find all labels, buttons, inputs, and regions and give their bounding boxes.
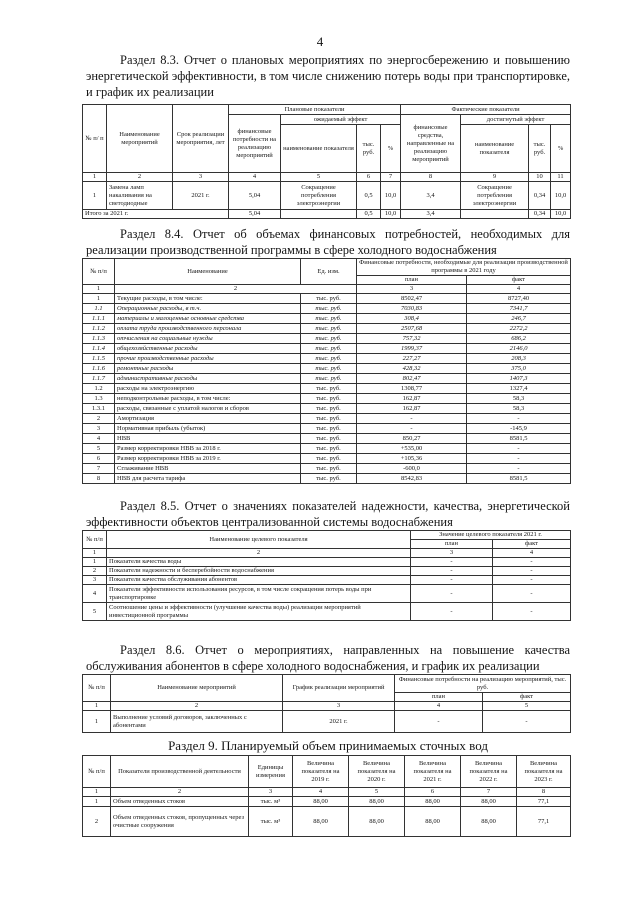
header-actual: Фактические показатели — [401, 105, 571, 115]
section-8-6-title: Раздел 8.6. Отчет о мероприятиях, направленных на повышение качества обслуживания абонентов в сфере холодного водоснабжения, и график их реализации — [86, 643, 570, 673]
section-8-5-table — [82, 530, 571, 621]
section-8-3-title: Раздел 8.3. Отчет о плановых мероприятиях по энергосбережению и повышению энергетической эффективности, в том числе снижению потерь воды при транспортировке, и график их реализации — [86, 53, 570, 99]
header-2019: Величина показателя на 2019 г. — [293, 756, 349, 788]
table-row: 1.3 неподконтрольные расходы, в том числе: тыс. руб. 162,87 58,3 — [83, 394, 571, 404]
col-number: 6 — [357, 173, 381, 182]
header-name: Наименование целевого показателя — [107, 531, 411, 549]
col-number: 5 — [281, 173, 357, 182]
col-number: 2 — [107, 173, 173, 182]
header-plan: план — [395, 693, 483, 702]
table-row: 7 Сглаживание НВВ тыс. руб. -600,0 - — [83, 464, 571, 474]
section-8-4-table — [82, 258, 571, 484]
col-number: 11 — [551, 173, 571, 182]
table-row: 1 Выполнение условий договоров, заключенных с абонентами 2021 г. - - — [83, 711, 571, 733]
table-row: 3 Показатели качества обслуживания абонентов - - — [83, 576, 571, 585]
table-row: 1 Объем отведенных стоков тыс. м³ 88,00 88,00 88,00 88,00 77,1 — [83, 797, 571, 807]
column-numbers-row: 1 2 3 4 5 6 7 8 — [83, 788, 571, 797]
table-row: 6 Размер корректировки НВВ за 2019 г. тыс. руб. +105,36 - — [83, 454, 571, 464]
table-row: 1.1.3 отчисления на социальные нужды тыс. руб. 757,32 686,2 — [83, 334, 571, 344]
col-number: 8 — [401, 173, 461, 182]
header-needs: Финансовые потребности, необходимые для реализации производственной программы в 2021 году — [357, 259, 571, 276]
section-8-5-title: Раздел 8.5. Отчет о значениях показателей надежности, качества, энергетической эффективности объектов централизованной системы водоснабжения — [86, 499, 570, 529]
section-8-3-table — [82, 104, 571, 219]
col-number: 10 — [529, 173, 551, 182]
col-number: 7 — [381, 173, 401, 182]
header-fact: факт — [493, 540, 571, 549]
table-row: 1.1.6 ремонтные расходы тыс. руб. 428,32 375,0 — [83, 364, 571, 374]
header-tys-plan: тыс. руб. — [357, 125, 381, 173]
section-8-4-title: Раздел 8.4. Отчет об объемах финансовых потребностей, необходимых для реализации производственной программы в сфере холодного водоснабжения — [86, 227, 570, 257]
table-row: 1.1 Операционные расходы, в т.ч. тыс. руб. 7030,83 7341,7 — [83, 304, 571, 314]
table-row: 1 Показатели качества воды - - — [83, 558, 571, 567]
header-num: № п/п — [83, 675, 111, 702]
table-row: 2 Показатели надежности и бесперебойности водоснабжения - - — [83, 567, 571, 576]
header-term: Срок реализации мероприятия, лет — [173, 105, 229, 173]
table-row: 3 Нормативная прибыль (убыток) тыс. руб. - -145,9 — [83, 424, 571, 434]
header-2022: Величина показателя на 2022 г. — [461, 756, 517, 788]
header-2023: Величина показателя на 2023 г. — [517, 756, 571, 788]
table-row: 1.3.1 расходы, связанные с уплатой налогов и сборов тыс. руб. 162,87 58,3 — [83, 404, 571, 414]
total-row: Итого за 2021 г. 5,04 0,5 10,0 3,4 0,34 10,0 — [83, 210, 571, 219]
table-row: 4 Показатели эффективности использования ресурсов, в том числе сокращения потерь воды при транспортировке - - — [83, 585, 571, 603]
table-row: 1.2 расходы на электроэнергию тыс. руб. 1308,77 1327,4 — [83, 384, 571, 394]
table-row: 5 Размер корректировки НВВ за 2018 г. тыс. руб. +535,00 - — [83, 444, 571, 454]
header-fact: факт — [467, 276, 571, 285]
header-name: Наименование мероприятий — [111, 675, 283, 702]
column-numbers-row: 1 2 3 4 — [83, 549, 571, 558]
header-ind-plan: наименование показателя — [281, 125, 357, 173]
header-achieved-effect: достигнутый эффект — [461, 115, 571, 125]
column-numbers-row: 1 2 3 4 — [83, 285, 571, 294]
table-row: 2 Амортизация тыс. руб. - - — [83, 414, 571, 424]
col-number: 9 — [461, 173, 529, 182]
col-number: 4 — [229, 173, 281, 182]
header-name: Наименование мероприятий — [107, 105, 173, 173]
section-9-table — [82, 755, 571, 837]
header-pct-fact: % — [551, 125, 571, 173]
table-row: 1 Замена ламп накаливания на светодиодные 2021 г. 5,04 Сокращение потребления электроэнергии 0,5 10,0 3,4 Сокращение потребления электроэнергии 0,34 10,0 — [83, 182, 571, 210]
page-number: 4 — [316, 34, 324, 49]
table-row: 8 НВВ для расчета тарифа тыс. руб. 8542,83 8581,5 — [83, 474, 571, 484]
header-fin-fact: финансовые средства, направленные на реализацию мероприятий — [401, 115, 461, 173]
table-row: 1.1.2 оплата труда производственного персонала тыс. руб. 2507,68 2272,2 — [83, 324, 571, 334]
section-8-6-table — [82, 674, 571, 733]
header-name: Наименование — [115, 259, 301, 285]
header-needs: Финансовые потребности на реализацию мероприятий, тыс. руб. — [395, 675, 571, 693]
header-unit: Единицы измерения — [249, 756, 293, 788]
table-row: 2 Объем отведенных стоков, пропущенных через очистные сооружения тыс. м³ 88,00 88,00 88,00 88,00 77,1 — [83, 807, 571, 837]
header-name: Показатели производственной деятельности — [111, 756, 249, 788]
table-row: 1.1.7 административные расходы тыс. руб. 802,47 1407,3 — [83, 374, 571, 384]
column-numbers-row: 1 2 3 4 5 — [83, 702, 571, 711]
col-number: 3 — [173, 173, 229, 182]
table-row: 1.1.5 прочие производственные расходы тыс. руб. 227,27 208,3 — [83, 354, 571, 364]
header-2021: Величина показателя на 2021 г. — [405, 756, 461, 788]
header-fact: факт — [483, 693, 571, 702]
header-num: № п/п — [83, 531, 107, 549]
header-plan: план — [411, 540, 493, 549]
col-number: 1 — [83, 173, 107, 182]
header-planned: Плановые показатели — [229, 105, 401, 115]
header-num: № п/ п — [83, 105, 107, 173]
header-pct-plan: % — [381, 125, 401, 173]
header-plan: план — [357, 276, 467, 285]
header-fin-plan: финансовые потребности на реализацию мероприятий — [229, 115, 281, 173]
header-unit: Ед. изм. — [301, 259, 357, 285]
header-expected-effect: ожидаемый эффект — [281, 115, 401, 125]
table-row: 4 НВВ тыс. руб. 850,27 8581,5 — [83, 434, 571, 444]
header-num: № п/п — [83, 756, 111, 788]
section-9-title: Раздел 9. Планируемый объем принимаемых сточных вод — [168, 738, 488, 753]
header-value: Значение целевого показателя 2021 г. — [411, 531, 571, 540]
table-row: 1.1.1 материалы и малоценные основные средства тыс. руб. 308,4 246,7 — [83, 314, 571, 324]
table-row: 1.1.4 общехозяйственные расходы тыс. руб. 1999,37 2146,0 — [83, 344, 571, 354]
header-tys-fact: тыс. руб. — [529, 125, 551, 173]
header-schedule: График реализации мероприятий — [283, 675, 395, 702]
table-row: 1 Текущие расходы, в том числе: тыс. руб. 8502,47 8727,40 — [83, 294, 571, 304]
header-2020: Величина показателя на 2020 г. — [349, 756, 405, 788]
header-num: № п/п — [83, 259, 115, 285]
header-ind-fact: наименование показателя — [461, 125, 529, 173]
table-row: 5 Соотношение цены и эффективности (улучшение качества воды) реализации мероприятий инвестиционной программы - - — [83, 603, 571, 621]
